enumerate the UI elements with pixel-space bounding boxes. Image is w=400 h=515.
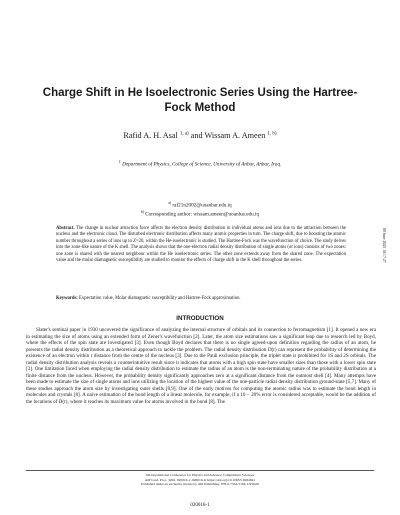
footer-conference: 6th International Conference for Physics and Advance Computation Sciences	[145, 473, 255, 477]
author-line	[40, 131, 360, 140]
affiliation-mark: 1	[118, 159, 121, 164]
footer-divider	[26, 470, 374, 471]
footer-license: Published under an exclusive license by AIP Publishing. 978-0-7354-5169-1/$30.00	[141, 482, 259, 487]
email-b-mark: b)	[140, 210, 144, 215]
email-b	[50, 209, 350, 218]
paper-title: Charge Shift in He Isoelectronic Series Using the Hartree-Fock Method	[42, 87, 358, 114]
email-b-text[interactable]: Corresponding author: wissam.ameen@uoanbar.edu.iq	[145, 211, 260, 218]
email-a	[50, 200, 350, 209]
abstract-text: The change in nuclear attraction force affects the electron density distribution in individual atoms and ions due to the attraction between the nucleus and the electronic cloud. The disturbed electronic distribution affects many atomic properties in turn. The charge shift, due to boosting the atomic number throughout a series of ions up to Z=20, within the He-isoelectronic is studied. The Hartree-Fock was the wavefunction of choice. The study delves into the zone-like nature of the K shell. The analysis shows that the one-electron radial density distribution of single atoms (or ions) consists of two zones: one zone is shared with the nearest neighbour within the He isoelectronic series. The other zone extends away from the shared zone. The expectation value and the molar diamagnetic susceptibility are studied to monitor the effects of charge shift in the K shell throughout the series.	[56, 226, 346, 264]
affiliation	[50, 158, 350, 169]
author-2: Wissam A. Ameen	[204, 131, 266, 140]
keywords-text: Expectation value, Molar diamagnetic susceptibility and Hartree-Fock approximation.	[79, 296, 241, 301]
footer-citation	[60, 473, 340, 487]
section-heading-introduction: INTRODUCTION	[176, 315, 224, 322]
introduction-paragraph: Slater's seminal paper in 1930 uncovered the significance of analyzing the internal structure of orbitals and its connection to ferromagnetism [1]. It opened a new era in estimating the size of atoms using an extended form of Zener's wavefunction [2]. Later, the atom size estimations saw a significant leap due to research led by Boyd, where the effects of the spin state are investigated [3]. Even though Boyd declares that there is no single agreed-upon definition regarding the radius of an atom, he presents the radial density distribution as a theoretical approach to tackle the problem. The radial density distribution D(r) can represent the probability of determining the existence of an electron within r distance from the centre of the nucleus [3]. Due to the Pauli exclusion principle, the triplet state is prohibited for 1S and 2S orbitals. The radial density distribution analysis reveals a counterintuitive result since it indicates that atoms with a high spin state have smaller sizes than those with a lower spin state [3]. One limitation faced when employing the radial density distribution to estimate the radius of an atom is the non-terminating nature of the probability distribution at a finite distance from the nucleus. However, the probability density significantly approaches zero at a significant distance from the outmost shell [4]. Many attempts have been made to estimate the size of single atoms and ions utilizing the location of the highest value of the one-particle radial density distribution ground-state [5,7]. Many of these studies approach the atom size by investigating outer shells [8,9]. One of the early motives for computing the atomic radius was to estimate the bond length in molecules and crystals [8]. A naive estimation of the bond length of a linear molecule, for example, if a 10 − 20% error is considered acceptable, would be the addition of the locations of D(r), where it reaches its maximum value for atoms involved in the bond [8]. The	[26, 327, 376, 406]
email-block	[50, 200, 350, 218]
email-a-mark: a)	[168, 201, 172, 205]
email-a-text[interactable]: raf21n2002@uoanbar.edu.iq	[172, 202, 232, 209]
abstract-label: Abstract.	[56, 226, 75, 231]
abstract	[56, 226, 346, 264]
page-number: 020016-1	[190, 503, 210, 508]
affiliation-text: Department of Physics, College of Science, University of Anbar, Anbar, Iraq.	[122, 161, 282, 168]
side-download-stamp: 09 June 2025 10:17:27	[382, 228, 386, 263]
footer-doi[interactable]: AIP Conf. Proc. 3292, 020016-1–020016-6; https://doi.org/10.1063/5.0264841	[144, 477, 256, 482]
author-2-affil-mark: 1, b)	[267, 131, 277, 137]
keywords	[56, 296, 346, 302]
author-1-affil-mark: 1, a)	[179, 131, 189, 137]
author-1: Rafid A. H. Asal	[123, 131, 178, 140]
author-conjunction: and	[188, 131, 205, 140]
keywords-label: Keywords:	[56, 296, 78, 301]
